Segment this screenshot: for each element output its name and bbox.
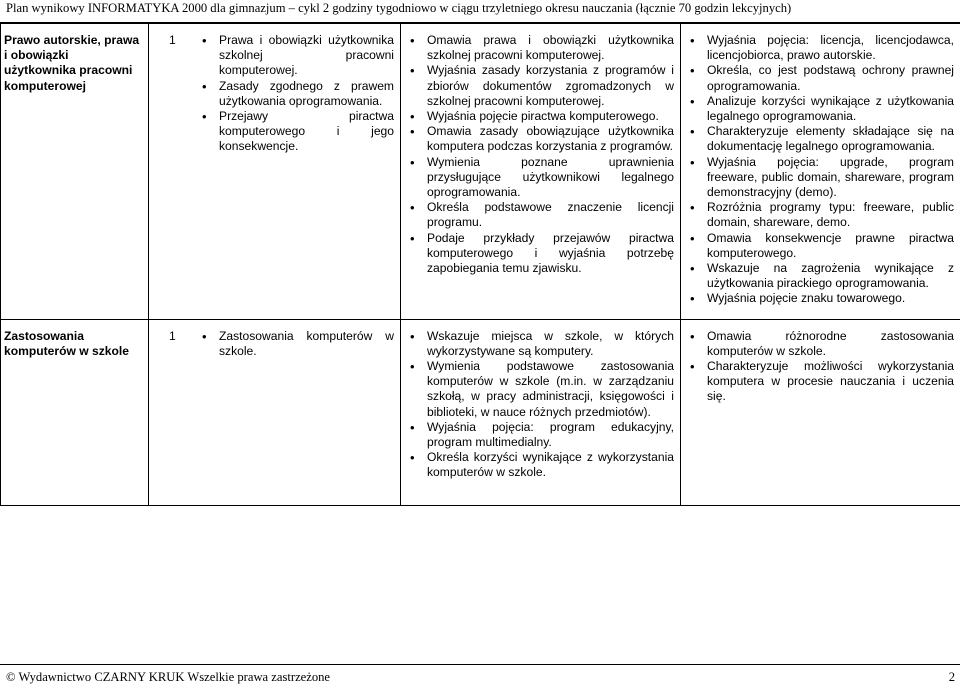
copyright-footer: © Wydawnictwo CZARNY KRUK Wszelkie prawa zastrzeżone — [6, 670, 331, 684]
basic-requirements-list — [407, 33, 674, 276]
list-item: • Prawa i obowiązki użytkownika szkolnej pracowni komputerowej. — [199, 33, 394, 79]
content-cell — [149, 24, 401, 320]
results-plan-table — [0, 23, 960, 506]
list-item: • Omawia zasady obowiązujące użytkownika komputera podczas korzystania z programów. — [407, 124, 674, 154]
basic-requirements-cell — [401, 24, 681, 320]
list-item: • Wyjaśnia zasady korzystania z programów i zbiorów dokumentów zgromadzonych w szkolnej pracowni komputerowej. — [407, 63, 674, 109]
extended-requirements-list — [687, 33, 954, 307]
list-item: • Charakteryzuje możliwości wykorzystania komputera w procesie nauczania i uczenia się. — [687, 359, 954, 405]
extended-requirements-cell — [681, 319, 960, 505]
extended-requirements-cell — [681, 24, 960, 320]
list-item: • Wymienia podstawowe zastosowania komputerów w szkole (m.in. w zarządzaniu szkołą, w pracy administracji, księgowości i biblioteki, w nauce różnych przedmiotów). — [407, 359, 674, 420]
topic-cell: Prawo autorskie, prawa i obowiązki użytkownika pracowni komputerowej — [1, 24, 149, 320]
extended-requirements-list — [687, 329, 954, 405]
content-cell — [149, 319, 401, 505]
list-item: • Wyjaśnia pojęcia: upgrade, program freeware, public domain, shareware, program demonstracyjny (demo). — [687, 155, 954, 201]
list-item: • Wskazuje na zagrożenia wynikające z użytkowania pirackiego oprogramowania. — [687, 261, 954, 291]
list-item: • Omawia prawa i obowiązki użytkownika szkolnej pracowni komputerowej. — [407, 33, 674, 63]
list-item: • Wyjaśnia pojęcie piractwa komputerowego. — [407, 109, 674, 124]
list-item: • Analizuje korzyści wynikające z użytkowania legalnego oprogramowania. — [687, 94, 954, 124]
table-row — [1, 24, 960, 320]
content-list — [199, 33, 394, 155]
list-item: • Wyjaśnia pojęcie znaku towarowego. — [687, 291, 954, 306]
hours-value: 1 — [169, 33, 176, 47]
list-item: • Charakteryzuje elementy składające się na dokumentację legalnego oprogramowania. — [687, 124, 954, 154]
list-item: • Rozróżnia programy typu: freeware, public domain, shareware, demo. — [687, 200, 954, 230]
list-item: • Zasady zgodnego z prawem użytkowania oprogramowania. — [199, 79, 394, 109]
list-item: • Wymienia poznane uprawnienia przysługujące użytkownikowi legalnego oprogramowania. — [407, 155, 674, 201]
list-item: • Zastosowania komputerów w szkole. — [199, 329, 394, 359]
list-item: • Wyjaśnia pojęcia: licencja, licencjodawca, licencjobiorca, prawo autorskie. — [687, 33, 954, 63]
list-item: • Przejawy piractwa komputerowego i jego konsekwencje. — [199, 109, 394, 155]
list-item: • Określa korzyści wynikające z wykorzystania komputerów w szkole. — [407, 450, 674, 480]
list-item: • Wyjaśnia pojęcia: program edukacyjny, program multimedialny. — [407, 420, 674, 450]
list-item: • Podaje przykłady przejawów piractwa komputerowego i wyjaśnia potrzebę zapobiegania temu zjawisku. — [407, 231, 674, 277]
list-item: • Wskazuje miejsca w szkole, w których wykorzystywane są komputery. — [407, 329, 674, 359]
hours-value: 1 — [169, 328, 176, 343]
content-list — [199, 329, 394, 359]
list-item: • Określa, co jest podstawą ochrony prawnej oprogramowania. — [687, 63, 954, 93]
list-item: • Określa podstawowe znaczenie licencji programu. — [407, 200, 674, 230]
page-number: 2 — [948, 670, 955, 684]
basic-requirements-cell — [401, 319, 681, 505]
footer-rule — [0, 664, 960, 665]
table-row — [1, 319, 960, 505]
list-item: • Omawia różnorodne zastosowania komputerów w szkole. — [687, 329, 954, 359]
basic-requirements-list — [407, 329, 674, 481]
page-header: Plan wynikowy INFORMATYKA 2000 dla gimnazjum – cykl 2 godziny tygodniowo w ciągu trzyletniego okresu nauczania (łącznie 70 godzin lekcyjnych) — [6, 1, 792, 15]
topic-cell: Zastosowania komputerów w szkole — [1, 319, 149, 505]
list-item: • Omawia konsekwencje prawne piractwa komputerowego. — [687, 231, 954, 261]
